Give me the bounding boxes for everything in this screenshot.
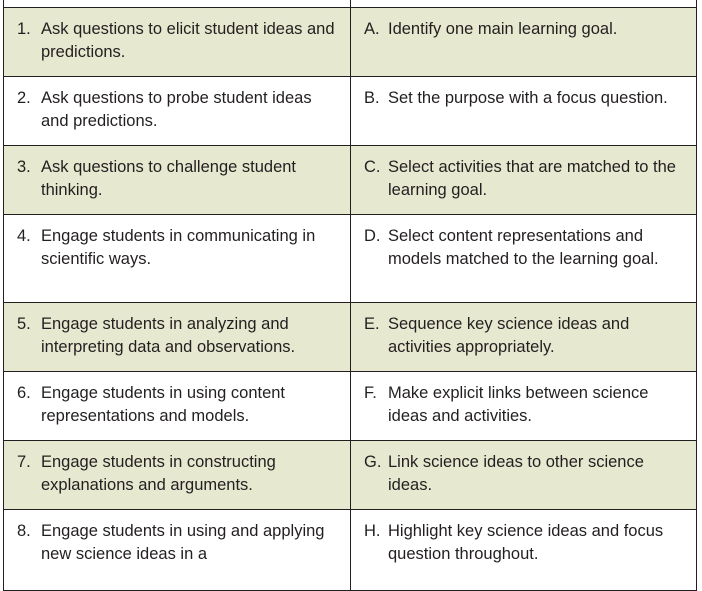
strategies-grid — [3, 0, 697, 591]
item-text: Link science ideas to other science ideas. — [388, 453, 644, 494]
table-row — [4, 146, 697, 215]
strategies-table — [3, 0, 696, 591]
item-letter: G. — [364, 453, 382, 471]
right-cell — [351, 441, 697, 510]
item-text: Set the purpose with a focus question. — [388, 89, 668, 107]
left-cell — [4, 146, 351, 215]
table-cell-stub — [351, 0, 697, 8]
table-row — [4, 77, 697, 146]
table-row — [4, 8, 697, 77]
item-number: 8. — [17, 522, 31, 540]
item-letter: A. — [364, 20, 380, 38]
item-text: Sequence key science ideas and activities appropriately. — [388, 315, 630, 356]
right-cell — [351, 303, 697, 372]
item-text: Engage students in using content representations and models. — [41, 384, 286, 425]
item-text: Engage students in constructing explanations and arguments. — [41, 453, 276, 494]
left-cell — [4, 372, 351, 441]
item-letter: B. — [364, 89, 380, 107]
left-cell — [4, 77, 351, 146]
item-text: Engage students in communicating in scientific ways. — [41, 227, 316, 268]
item-text: Highlight key science ideas and focus question throughout. — [388, 522, 664, 563]
left-cell — [4, 8, 351, 77]
table-row — [4, 303, 697, 372]
item-text: Engage students in using and applying new science ideas in a — [41, 522, 325, 563]
left-cell — [4, 510, 351, 591]
right-cell — [351, 146, 697, 215]
table-header-stub — [4, 0, 697, 8]
item-text: Engage students in analyzing and interpreting data and observations. — [41, 315, 296, 356]
table-row — [4, 441, 697, 510]
item-number: 7. — [17, 453, 31, 471]
right-cell — [351, 215, 697, 303]
item-text: Ask questions to challenge student thinking. — [41, 158, 297, 199]
item-letter: D. — [364, 227, 381, 245]
item-number: 1. — [17, 20, 31, 38]
right-cell — [351, 510, 697, 591]
right-cell — [351, 77, 697, 146]
item-text: Make explicit links between science ideas and activities. — [388, 384, 649, 425]
item-letter: F. — [364, 384, 377, 402]
item-text: Ask questions to elicit student ideas and predictions. — [41, 20, 335, 61]
table-cell-stub — [4, 0, 351, 8]
left-cell — [4, 215, 351, 303]
item-letter: C. — [364, 158, 381, 176]
item-number: 2. — [17, 89, 31, 107]
right-cell — [351, 372, 697, 441]
item-text: Ask questions to probe student ideas and predictions. — [41, 89, 312, 130]
right-cell — [351, 8, 697, 77]
item-number: 6. — [17, 384, 31, 402]
item-number: 4. — [17, 227, 31, 245]
left-cell — [4, 303, 351, 372]
table-row — [4, 372, 697, 441]
item-text: Identify one main learning goal. — [388, 20, 618, 38]
table-row — [4, 215, 697, 303]
left-cell — [4, 441, 351, 510]
item-number: 3. — [17, 158, 31, 176]
item-number: 5. — [17, 315, 31, 333]
item-text: Select activities that are matched to the learning goal. — [388, 158, 676, 199]
item-letter: H. — [364, 522, 381, 540]
table-row — [4, 510, 697, 591]
item-letter: E. — [364, 315, 380, 333]
item-text: Select content representations and models matched to the learning goal. — [388, 227, 659, 268]
